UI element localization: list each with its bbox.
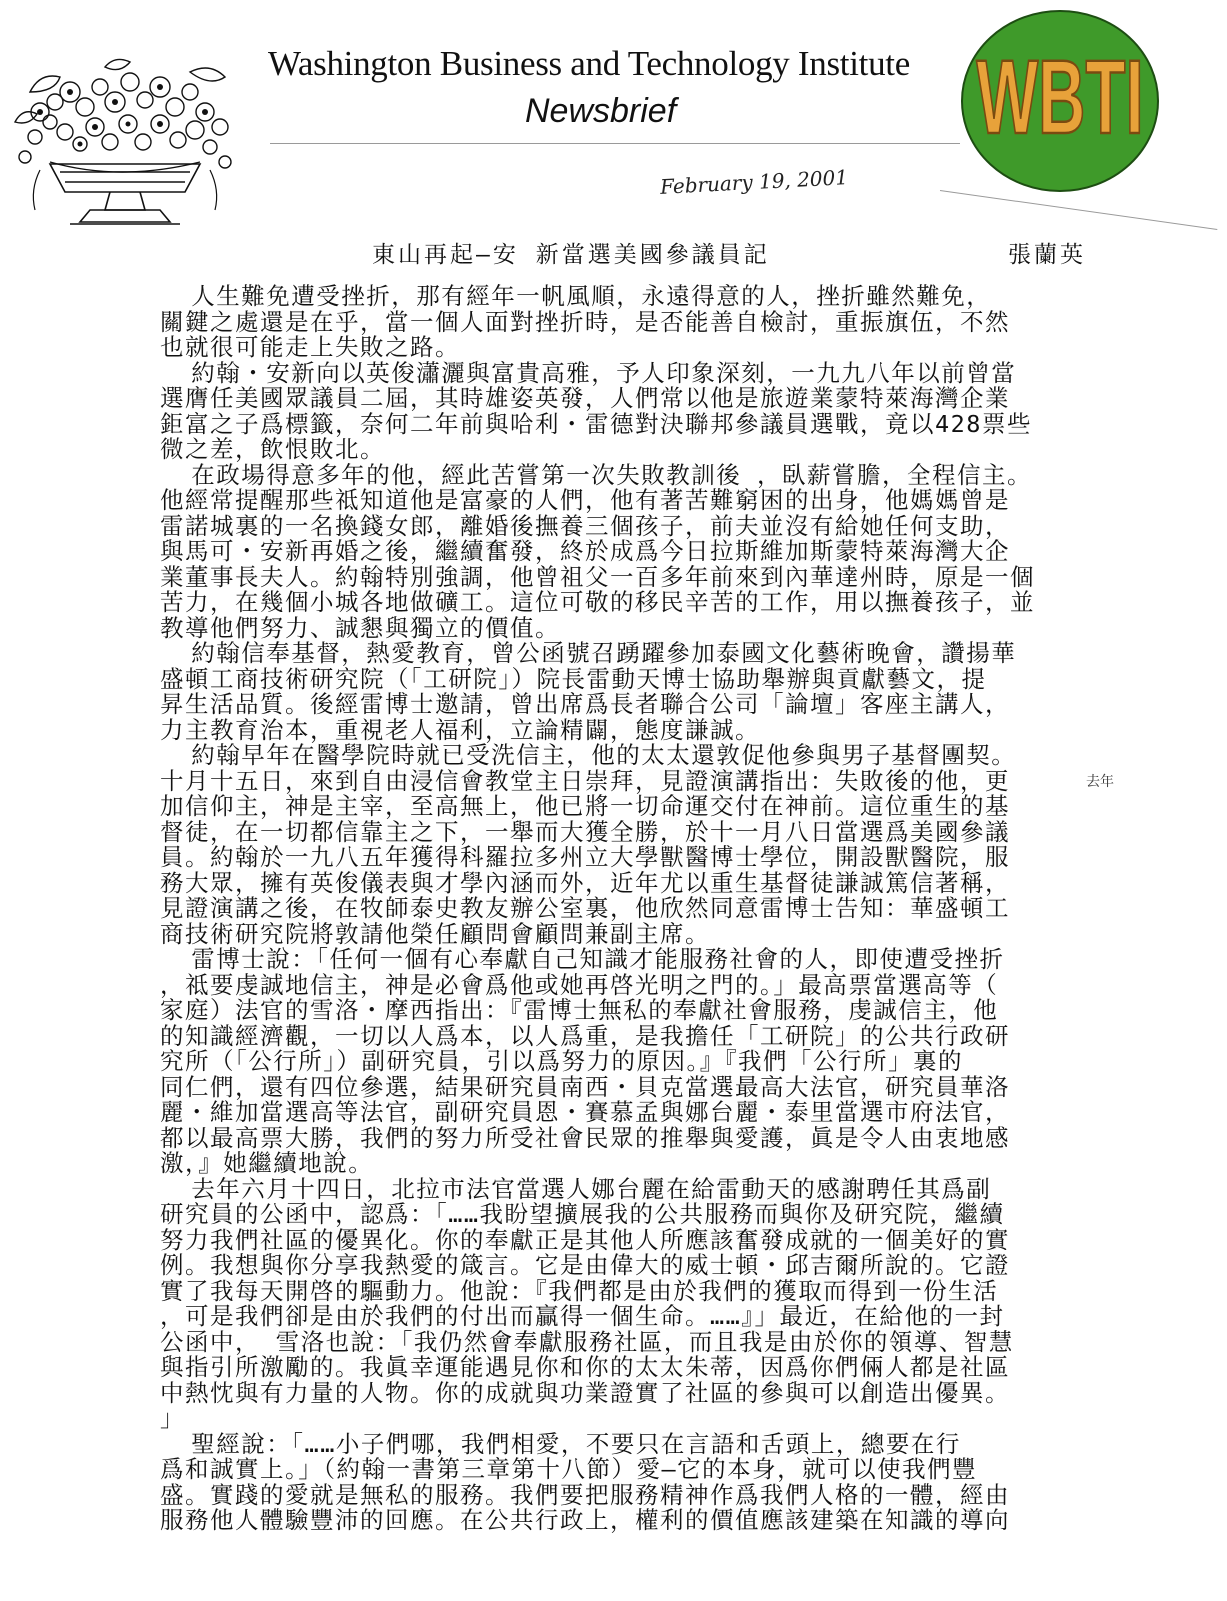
- article-line: 十月十五日，來到自由浸信會教堂主日崇拜，見證演講指出：失敗後的他，更: [160, 766, 1010, 795]
- article-line: 員。約翰於一九八五年獲得科羅拉多州立大學獸醫博士學位，開設獸醫院，服: [160, 843, 1010, 871]
- article-line: 公函中， 雪洛也說：「我仍然會奉獻服務社區，而且我是由於你的領導、智慧: [160, 1327, 1014, 1356]
- header-divider-right: [940, 190, 1217, 230]
- article-title: 東山再起—安 新當選美國參議員記: [372, 242, 770, 268]
- article-line: 教導他們努力、誠懇與獨立的價值。: [160, 613, 560, 642]
- article-line: 微之差，飲恨敗北。: [160, 435, 385, 463]
- article-line: 中熱忱與有力量的人物。你的成就與功業證實了社區的參與可以創造出優異。: [160, 1378, 1010, 1407]
- article-line: 」: [160, 1404, 185, 1432]
- article-line: 雷博士說：「任何一個有心奉獻自己知識才能服務社會的人，即使遭受挫折: [160, 945, 1005, 973]
- article-line: 家庭）法官的雪洛・摩西指出：『雷博士無私的奉獻社會服務，虔誠信主，他: [160, 996, 999, 1024]
- article-line: 服務他人體驗豐沛的回應。在公共行政上，權利的價值應該建築在知識的導向: [160, 1506, 1010, 1534]
- article-line: 務大眾，擁有英俊儀表與才學內涵而外，近年尤以重生基督徒謙誠篤信著稱，: [160, 868, 1010, 897]
- article-line: 的知識經濟觀，一切以人爲本，以人爲重，是我擔任「工研院」的公共行政研: [160, 1021, 1010, 1050]
- article-line: 同仁們，還有四位參選，結果研究員南西・貝克當選最高大法官，研究員華洛: [160, 1072, 1010, 1101]
- article-line: 商技術研究院將敦請他榮任顧問會顧問兼副主席。: [160, 919, 710, 948]
- article-line: 都以最高票大勝，我們的努力所受社會民眾的推舉與愛護，眞是令人由衷地感: [160, 1123, 1010, 1152]
- article-line: 昇生活品質。後經雷博士邀請，曾出席爲長者聯合公司「論壇」客座主講人，: [160, 690, 1010, 718]
- article-line: 見證演講之後，在牧師泰史教友辦公室裏，他欣然同意雷博士告知：華盛頓工: [160, 894, 1010, 922]
- article-line: 盛。實踐的愛就是無私的服務。我們要把服務精神作爲我們人格的一體，經由: [160, 1480, 1010, 1509]
- article-line: 力主教育治本，重視老人福利，立論精闢，態度謙誠。: [160, 715, 760, 744]
- wbti-logo: [960, 8, 1160, 193]
- article-line: 約翰早年在醫學院時就已受洗信主，他的太太還敦促他參與男子基督團契。: [160, 741, 1017, 769]
- article-line: 與馬可・安新再婚之後，繼續奮發，終於成爲今日拉斯維加斯蒙特萊海灣大企: [160, 537, 1010, 565]
- article-line: 麗・維加當選高等法官，副研究員恩・賽慕孟與娜台麗・泰里當選市府法官，: [160, 1098, 1010, 1126]
- article-line: 選膺任美國眾議員二屆，其時雄姿英發，人們常以他是旅遊業蒙特萊海灣企業: [160, 384, 1010, 412]
- article-line: 盛頓工商技術研究院（「工研院」）院長雷動天博士協助舉辦與貢獻藝文，提: [160, 664, 987, 693]
- article-line: 爲和誠實上。」（約翰一書第三章第十八節）愛—它的本身，就可以使我們豐: [160, 1455, 978, 1483]
- article-line: 加信仰主，神是主宰，至高無上，他已將一切命運交付在神前。這位重生的基: [160, 792, 1010, 820]
- article-author: 張蘭英: [1008, 242, 1086, 268]
- header-divider: [270, 143, 960, 144]
- issue-date: February 19, 2001: [659, 165, 849, 199]
- article-line: 約翰・安新向以英俊瀟灑與富貴高雅，予人印象深刻，一九九八年以前曾當: [160, 358, 1017, 387]
- organization-title: Washington Business and Technology Institute: [268, 44, 910, 83]
- article-line: 雷諾城裏的一名換錢女郎，離婚後撫養三個孩子，前夫並沒有給她任何支助，: [160, 511, 1010, 540]
- article-line: 人生難免遭受挫折，那有經年一帆風順，永遠得意的人，挫折雖然難免，: [160, 282, 992, 310]
- article-line: 與指引所激勵的。我眞幸運能遇見你和你的太太朱蒂，因爲你們倆人都是社區: [160, 1353, 1010, 1381]
- article-line: 業董事長夫人。約翰特別強調，他曾祖父一百多年前來到內華達州時，原是一個: [160, 562, 1035, 591]
- article-line: 激，』她繼續地說。: [160, 1149, 374, 1177]
- article-line: 實了我每天開啓的驅動力。他說：『我們都是由於我們的獲取而得到一份生活: [160, 1276, 999, 1305]
- publication-title: Newsbrief: [525, 92, 677, 130]
- article-line: 也就很可能走上失敗之路。: [160, 333, 460, 361]
- article-line: 努力我們社區的優異化。你的奉獻正是其他人所應該奮發成就的一個美好的實: [160, 1225, 1010, 1254]
- article-line: 去年六月十四日，北拉市法官當選人娜台麗在給雷動天的感謝聘任其爲副: [160, 1174, 992, 1203]
- article-line: 在政場得意多年的他，經此苦嘗第一次失敗教訓後 ，臥薪嘗膽，全程信主。: [160, 460, 1032, 489]
- article-line: 約翰信奉基督，熱愛教育，曾公函號召踴躍參加泰國文化藝術晚會，讚揚華: [160, 639, 1017, 667]
- article-line: 究所（「公行所」）副研究員，引以爲努力的原因。』『我們「公行所」裏的: [160, 1047, 963, 1075]
- logo-text: WBTI: [976, 38, 1144, 156]
- article-line: 鉅富之子爲標籤，奈何二年前與哈利・雷德對決聯邦參議員選戰，竟以428票些: [160, 409, 1032, 438]
- article-line: 督徒，在一切都信靠主之下，一舉而大獲全勝，於十一月八日當選爲美國參議: [160, 817, 1010, 846]
- article-line: 他經常提醒那些祗知道他是富豪的人們，他有著苦難窮困的出身，他媽媽曾是: [160, 486, 1010, 514]
- fruit-basket-illustration: [10, 52, 240, 232]
- margin-annotation: 去年: [1086, 774, 1114, 790]
- article-line: 例。我想與你分享我熱愛的箴言。它是由偉大的威士頓・邱吉爾所說的。它證: [160, 1251, 1010, 1279]
- article-body: [160, 284, 1150, 1534]
- article-line: 聖經說：「……小子們哪，我們相愛，不要只在言語和舌頭上，總要在行: [160, 1429, 961, 1458]
- article-line: 苦力，在幾個小城各地做礦工。這位可敬的移民辛苦的工作，用以撫養孩子，並: [160, 588, 1035, 616]
- article-line: ，祗要虔誠地信主，神是必會爲他或她再啓光明之門的。」最高票當選高等（: [160, 970, 999, 999]
- article-line: ，可是我們卻是由於我們的付出而贏得一個生命。……』」最近，在給他的一封: [160, 1302, 1005, 1330]
- article-line: 研究員的公函中，認爲：「……我盼望擴展我的公共服務而與你及研究院，繼續: [160, 1200, 1005, 1228]
- article-line: 關鍵之處還是在乎，當一個人面對挫折時，是否能善自檢討，重振旗伍，不然: [160, 307, 1010, 336]
